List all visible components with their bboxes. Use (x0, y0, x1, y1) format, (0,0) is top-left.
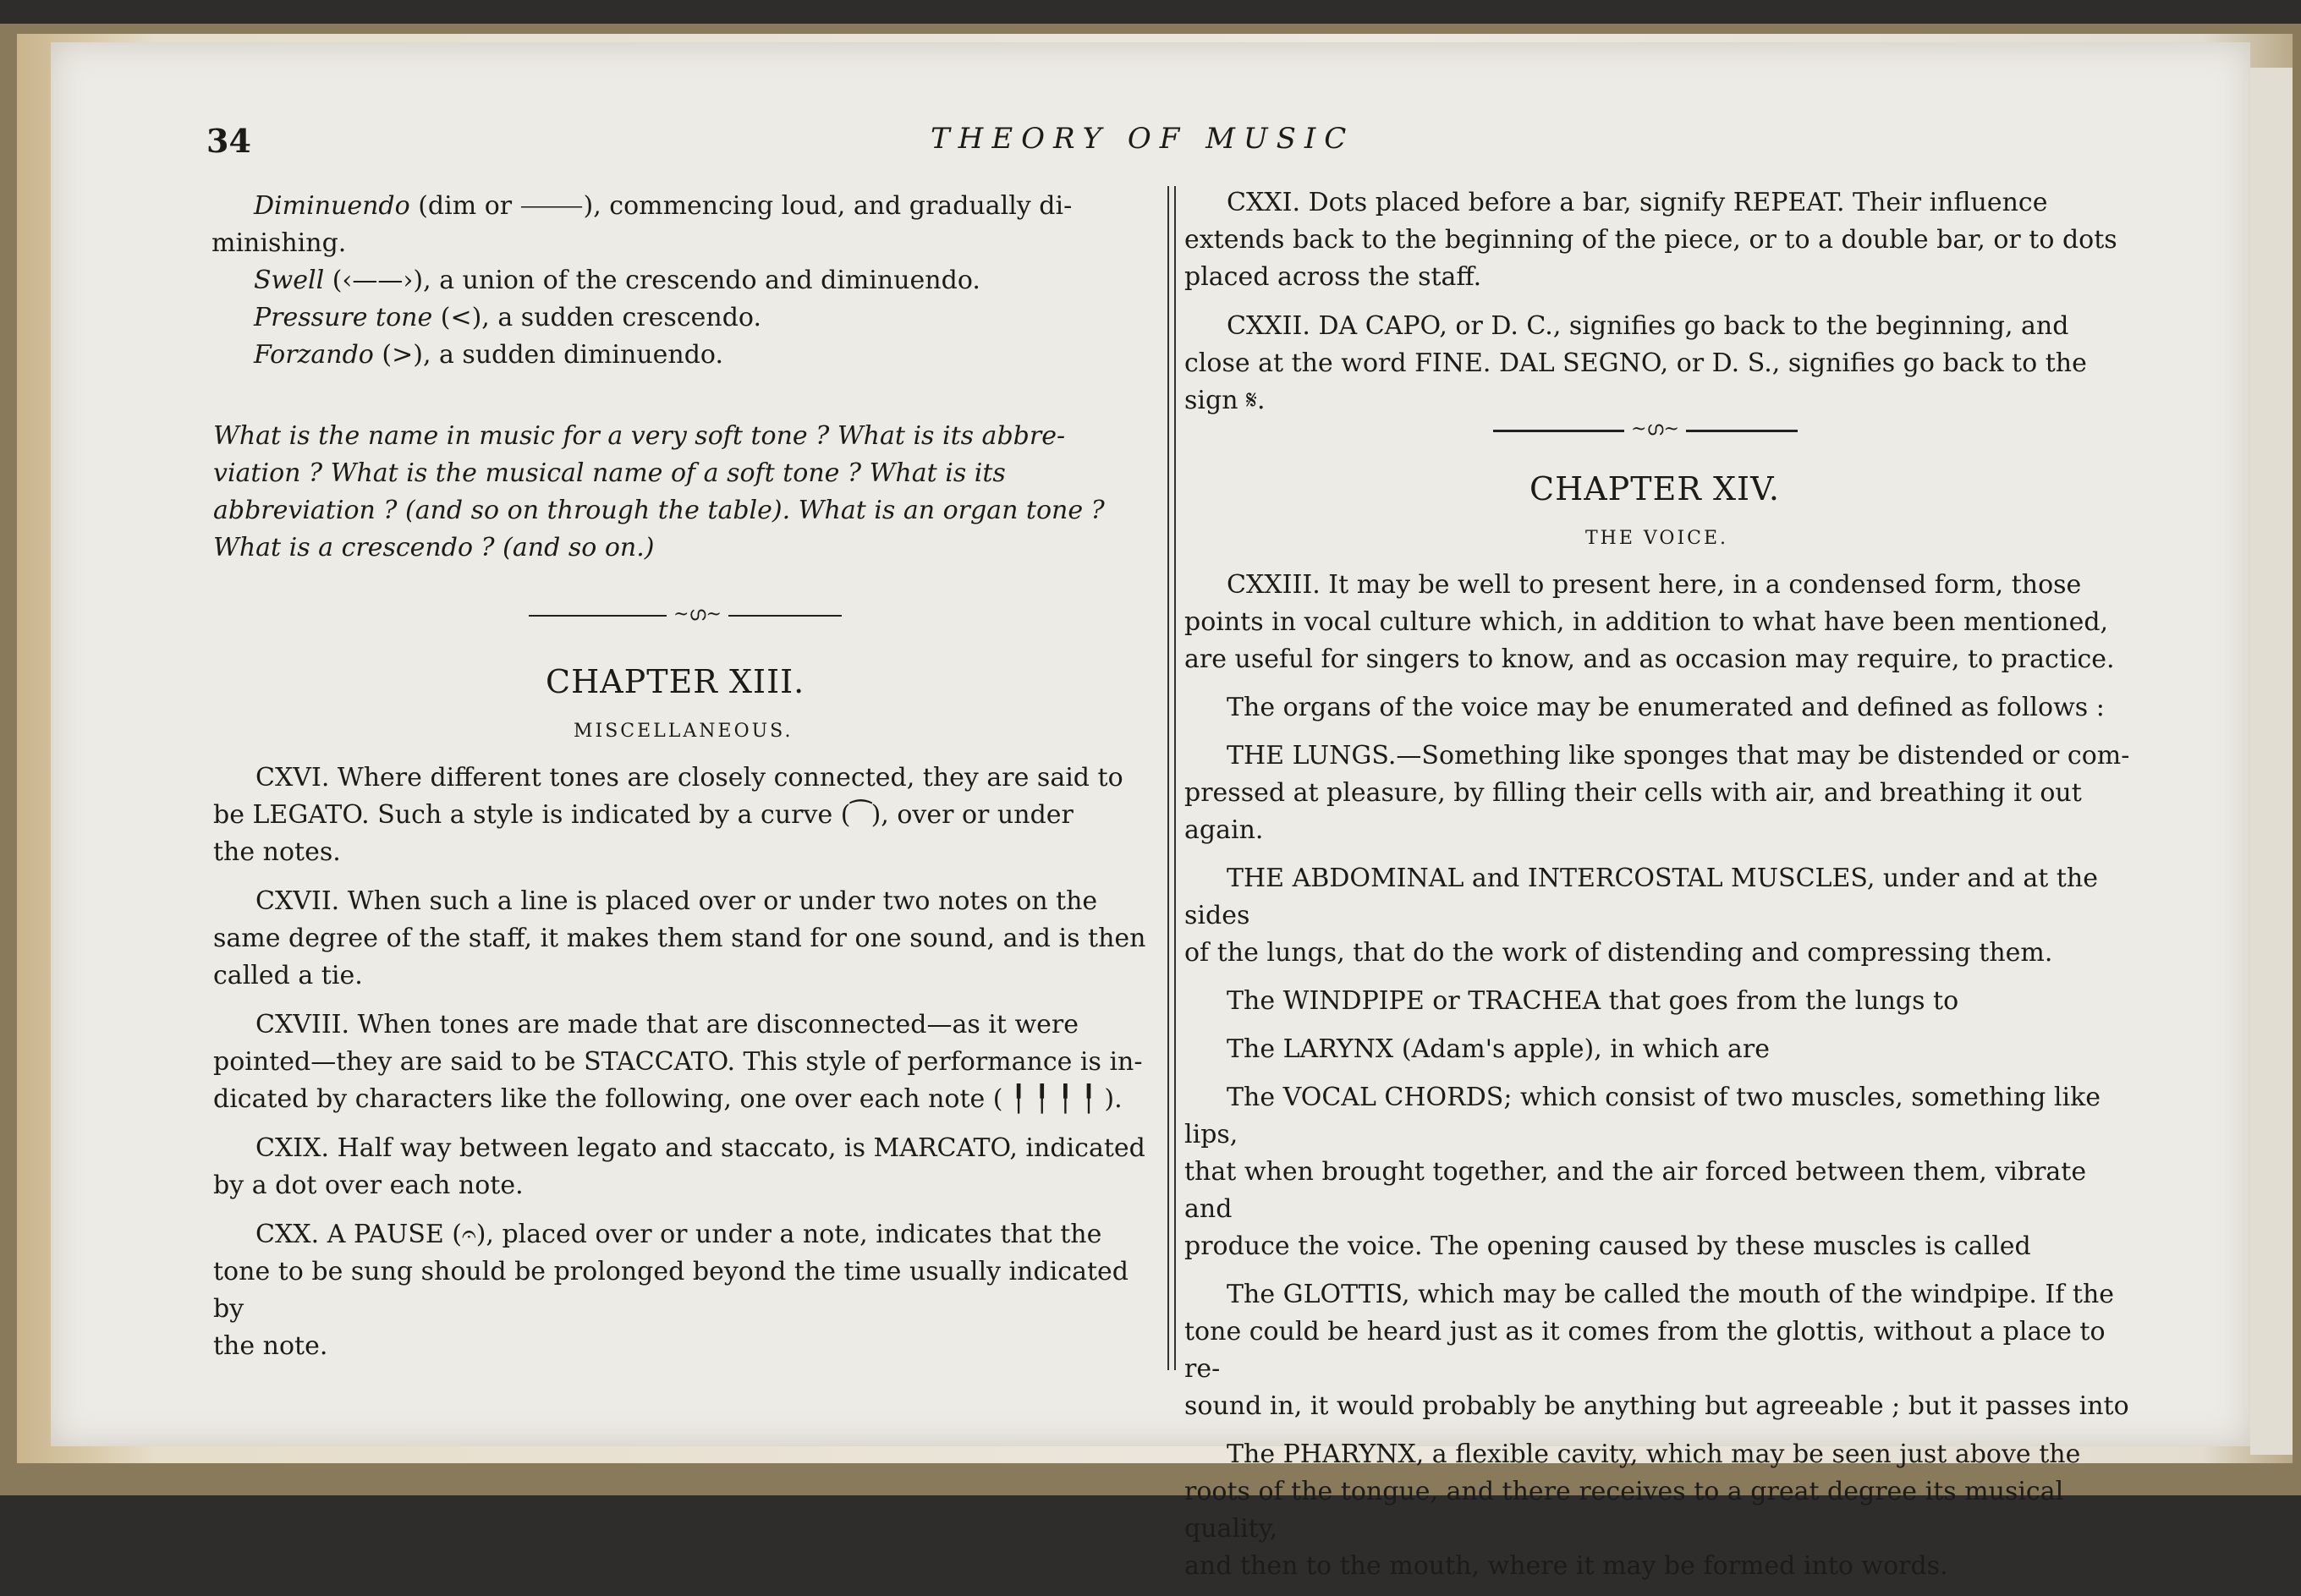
paragraph (1184, 860, 2140, 972)
text-line: The organs of the voice may be enumerated and defined as follows : (1227, 693, 2105, 722)
dynamics-term: Swell (254, 266, 325, 295)
text-line: tone could be heard just as it comes from the glottis, without a place to re- (1184, 1317, 2106, 1384)
paragraph (1184, 689, 2140, 727)
text-line: close at the word FINE. DAL SEGNO, or D. S., signifies go back to the sign 𝄋. (1184, 348, 2087, 415)
text-line: placed across the staff. (1184, 262, 1482, 292)
text-line: CXXI. Dots placed before a bar, signify REPEAT. Their influence (1227, 188, 2048, 217)
left-paragraphs (213, 760, 1161, 1377)
paragraph (213, 760, 1161, 871)
dynamics-line (211, 299, 1159, 337)
left-column (211, 188, 1159, 374)
text-line: The PHARYNX, a flexible cavity, which may be seen just above the (1227, 1440, 2081, 1469)
chapter-title-xiii: CHAPTER XIII. (546, 663, 805, 700)
question-line: What is the name in music for a very soft tone ? What is its abbre- (213, 421, 1066, 451)
text-line: roots of the tongue, and there receives to a great degree its musical quality, (1184, 1477, 2064, 1544)
text-line: be LEGATO. Such a style is indicated by a curve (⁀), over or under (213, 800, 1074, 830)
paragraph (213, 1006, 1161, 1118)
column-divider (1167, 186, 1169, 1370)
chapter-subtitle-xiii: MISCELLANEOUS. (574, 721, 794, 742)
text-line: pressed at pleasure, by filling their cells with air, and breathing it out again. (1184, 778, 2082, 845)
paragraph (1184, 567, 2140, 678)
paragraph (213, 1216, 1161, 1365)
text-line: CXVII. When such a line is placed over or under two notes on the (255, 886, 1098, 916)
text-line: same degree of the staff, it makes them stand for one sound, and is then (213, 924, 1146, 953)
page-number: 34 (206, 122, 251, 160)
running-title: THEORY OF MUSIC (931, 122, 1355, 156)
paragraph (1184, 1276, 2140, 1425)
paragraph (213, 883, 1161, 995)
text-line: CXXII. DA CAPO, or D. C., signifies go back to the beginning, and (1227, 311, 2069, 341)
question-line: viation ? What is the musical name of a soft tone ? What is its (213, 458, 1006, 488)
dynamics-definition: (>), a sudden diminuendo. (373, 340, 724, 370)
paragraph (1184, 738, 2140, 849)
text-line: CXX. A PAUSE (𝄐), placed over or under a note, indicates that the (255, 1220, 1102, 1249)
paragraph (213, 1130, 1161, 1204)
question-line: abbreviation ? (and so on through the table). What is an organ tone ? (213, 496, 1105, 525)
dynamics-line (211, 337, 1159, 374)
paragraph (1184, 983, 2140, 1020)
dynamics-line (211, 225, 1159, 262)
text-line: pointed—they are said to be STACCATO. This style of performance is in- (213, 1047, 1143, 1077)
text-line: dicated by characters like the following, one over each note ( ╿ ╿ ╿ ╿ ). (213, 1084, 1123, 1114)
text-line: extends back to the beginning of the piece, or to a double bar, or to dots (1184, 225, 2117, 255)
text-line: The WINDPIPE or TRACHEA that goes from the lungs to (1227, 986, 1959, 1016)
chapter-subtitle-xiv: THE VOICE. (1585, 528, 1729, 549)
dynamics-definition: (<), a sudden crescendo. (432, 303, 761, 332)
paragraph (1184, 1031, 2140, 1068)
dynamics-list (211, 188, 1159, 374)
text-line: CXVI. Where different tones are closely connected, they are said to (255, 763, 1123, 793)
dynamics-definition: minishing. (211, 228, 347, 258)
text-line: the note. (213, 1331, 328, 1361)
dynamics-term: Forzando (254, 340, 374, 370)
paragraph (1184, 1436, 2140, 1585)
text-line: and then to the mouth, where it may be formed into words. (1184, 1551, 1948, 1581)
text-line: The VOCAL CHORDS; which consist of two muscles, something like lips, (1184, 1083, 2101, 1149)
text-line: produce the voice. The opening caused by these muscles is called (1184, 1231, 2031, 1261)
text-line: tone to be sung should be prolonged beyond the time usually indicated by (213, 1257, 1129, 1324)
dynamics-line (211, 262, 1159, 299)
text-line: CXVIII. When tones are made that are disconnected—as it were (255, 1010, 1079, 1039)
right-top-paragraphs (1184, 184, 2140, 431)
questions-block (213, 418, 1161, 567)
text-line: are useful for singers to know, and as occasion may require, to practice. (1184, 644, 2115, 674)
chapter-title-xiv: CHAPTER XIV. (1529, 470, 1780, 507)
text-line: of the lungs, that do the work of distending and compressing them. (1184, 938, 2053, 968)
right-paragraphs (1184, 567, 2140, 1596)
paragraph (1184, 308, 2140, 420)
paragraph (1184, 1079, 2140, 1265)
text-line: THE ABDOMINAL and INTERCOSTAL MUSCLES, under and at the sides (1184, 864, 2098, 930)
text-line: The GLOTTIS, which may be called the mouth of the windpipe. If the (1227, 1280, 2115, 1309)
text-line: that when brought together, and the air forced between them, vibrate and (1184, 1157, 2087, 1224)
question-line: What is a crescendo ? (and so on.) (213, 533, 655, 562)
text-line: points in vocal culture which, in addition to what have been mentioned, (1184, 607, 2109, 637)
text-line: sound in, it would probably be anything but agreeable ; but it passes into (1184, 1391, 2129, 1421)
ornament: ~ഗ~ (667, 606, 728, 624)
paragraph (1184, 184, 2140, 296)
dynamics-term: Pressure tone (254, 303, 433, 332)
dynamics-definition: (dim or ⸻), commencing loud, and gradually di- (409, 191, 1073, 221)
text-line: called a tie. (213, 961, 363, 990)
text-line: CXXIII. It may be well to present here, in a condensed form, those (1227, 570, 2082, 600)
text-line: THE LUNGS.—Something like sponges that may be distended or com- (1227, 741, 2130, 771)
dynamics-definition: (‹——›), a union of the crescendo and diminuendo. (324, 266, 980, 295)
text-line: by a dot over each note. (213, 1171, 524, 1200)
ornament-right: ~ഗ~ (1624, 420, 1686, 439)
text-line: the notes. (213, 837, 341, 867)
text-line: The LARYNX (Adam's apple), in which are (1227, 1034, 1771, 1064)
text-line: CXIX. Half way between legato and staccato, is MARCATO, indicated (255, 1133, 1145, 1163)
facing-page-edge (2250, 68, 2293, 1455)
dynamics-line (211, 188, 1159, 225)
dynamics-term: Diminuendo (254, 191, 410, 221)
column-divider (1174, 186, 1176, 1370)
